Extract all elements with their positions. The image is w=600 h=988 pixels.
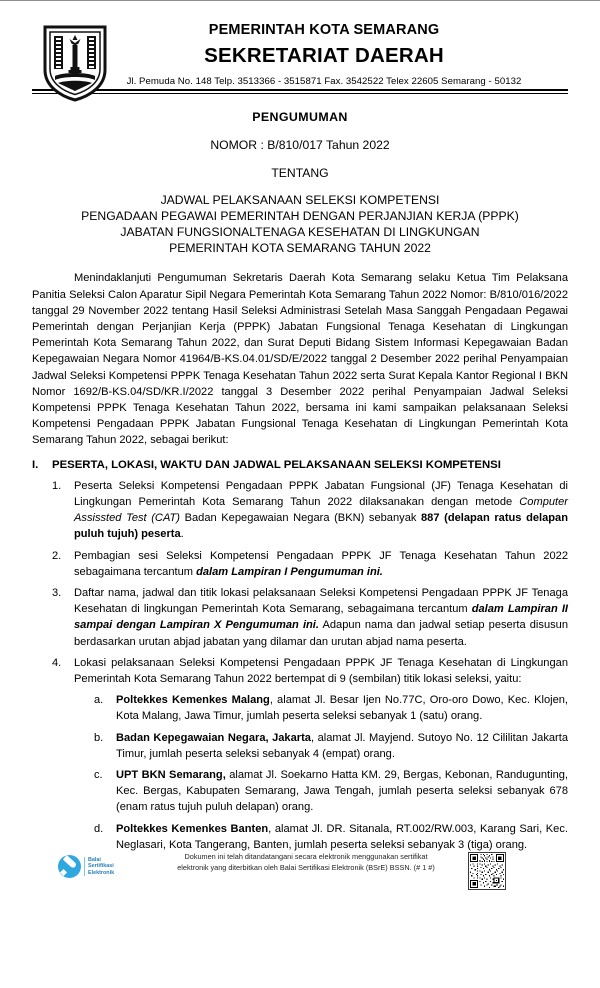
location-detail: alamat Jl. Soekarno Hatta KM. 29, Bergas, Kebonan, Randugunting, Kec. Bergas, Kabupaten Semarang, Jawa Tengah, jumlah peserta seleksi sebanyak 678 (enam ratus tujuh puluh delapan) orang. (116, 769, 568, 814)
item1-part1: Peserta Seleksi Kompetensi Pengadaan PPPK Jabatan Fungsional (JF) Tenaga Kesehatan di Lingkungan Pemerintah Kota Semarang Tahun 2022 dilaksanakan dengan metode (74, 479, 568, 508)
item1-part2: Badan Kepegawaian Negara (BKN) sebanyak (180, 512, 422, 525)
list-item-text (74, 585, 568, 650)
divider-rule-thick (32, 89, 568, 91)
list-item (94, 821, 568, 853)
list-marker: c. (94, 769, 103, 781)
location-detail: , alamat Jl. DR. Sitanala, RT.002/RW.003, Karang Sari, Kec. Neglasari, Kota Tangerang, Banten, jumlah peserta seleksi sebanyak 3 (tiga) orang. (116, 822, 568, 851)
electronic-signature-footer (0, 852, 600, 898)
office-address: Jl. Pemuda No. 148 Telp. 3513366 - 3515871 Fax. 3542522 Telex 22605 Semarang - 50132 (126, 76, 522, 87)
qr-code-icon[interactable] (468, 852, 506, 890)
divider-rule-thin (32, 93, 568, 94)
item3-part1: Daftar nama, jadwal dan titik lokasi pelaksanaan Seleksi Kompetensi Pengadaan PPPK JF Tenaga Kesehatan di lingkungan Pemerintah Kota Semarang, sebagaimana tercantum (74, 586, 568, 616)
item1-bold: 887 (delapan ratus delapan puluh tujuh) peserta (74, 512, 568, 541)
item1-italic: Computer Assissted Test (CAT) (74, 495, 568, 525)
location-name: Badan Kepegawaian Negara, Jakarta (116, 731, 311, 744)
location-detail: , alamat Jl. Mayjend. Sutoyo No. 12 Cililitan Jakarta Timur, jumlah peserta seleksi sebanyak 4 (empat) orang. (116, 731, 568, 760)
item3-part2: Adapun nama dan jadwal setiap peserta disusun berdasarkan urutan abjad jabatan yang dilamar dan urutan abjad nama peserta. (74, 619, 569, 648)
bsre-logo-text (84, 857, 114, 876)
item3-bolditalic: dalam Lampiran II sampai dengan Lampiran X Pengumuman ini. (74, 603, 568, 632)
location-entry (116, 767, 568, 816)
location-entry (116, 730, 568, 762)
list-item (94, 767, 568, 816)
document-type-heading: PENGUMUMAN (252, 109, 348, 124)
item2-bolditalic: dalam Lampiran I Pengumuman ini. (196, 565, 383, 578)
location-entry (116, 821, 568, 853)
list-item (52, 478, 568, 543)
subject-line-3: JABATAN FUNGSIONALTENAGA KESEHATAN DI LINGKUNGAN (120, 224, 480, 239)
list-marker: a. (94, 694, 104, 707)
list-marker: d. (94, 822, 104, 835)
bsre-pen-circle-icon (58, 855, 81, 878)
list-item (52, 548, 568, 580)
section-title: PESERTA, LOKASI, WAKTU DAN JADWAL PELAKSANAAN SELEKSI KOMPETENSI (52, 458, 501, 471)
numbered-list (32, 478, 568, 853)
section-heading (32, 457, 568, 473)
letterhead (0, 0, 600, 86)
location-name: UPT BKN Semarang, (116, 769, 226, 781)
list-marker: 1. (52, 479, 62, 492)
list-marker: 2. (52, 549, 62, 562)
list-item-text (74, 478, 568, 543)
location-name: Poltekkes Kemenkes Malang (116, 694, 270, 707)
location-name: Poltekkes Kemenkes Banten (116, 822, 269, 835)
document-body (32, 270, 568, 853)
announcement-title-block (0, 108, 600, 257)
location-detail: , alamat Jl. Besar Ijen No.77C, Oro-oro Dowo, Kec. Klojen, Kota Malang, Jawa Timur, jumlah peserta seleksi sebanyak 1 (satu) orang. (116, 694, 569, 723)
list-marker: 3. (52, 586, 62, 599)
item2-part1: Pembagian sesi Seleksi Kompetensi Pengadaan PPPK JF Tenaga Kesehatan Tahun 2022 sebagaimana tercantum (74, 549, 568, 578)
list-item (52, 655, 568, 853)
list-item (94, 692, 568, 724)
item1-part3: . (180, 528, 184, 541)
about-label: TENTANG (271, 165, 329, 180)
location-list (74, 692, 568, 853)
esign-notice (150, 852, 462, 873)
subject-line-1: JADWAL PELAKSANAAN SELEKSI KOMPETENSI (160, 192, 440, 207)
office-name: SEKRETARIAT DAERAH (204, 44, 444, 67)
esign-notice-line-2: elektronik yang diterbitkan oleh Balai Sertifikasi Elektronik (BSrE) BSSN. (# 1 #) (177, 862, 435, 872)
bsre-logo (58, 855, 114, 878)
bsre-word-3: Elektronik (88, 869, 115, 876)
bsre-word-2: Sertifikasi (88, 863, 114, 870)
list-marker: 4. (52, 656, 62, 669)
list-item (52, 585, 568, 650)
list-item-text (74, 548, 568, 580)
document-number: NOMOR : B/810/017 Tahun 2022 (210, 137, 390, 152)
letterhead-divider (32, 89, 568, 94)
subject-line-4: PEMERINTAH KOTA SEMARANG TAHUN 2022 (169, 241, 431, 256)
bsre-word-1: Balai (88, 856, 101, 863)
list-marker: b. (94, 731, 104, 744)
esign-notice-line-1: Dokumen ini telah ditandatangani secara elektronik menggunakan sertifikat (184, 852, 428, 861)
item4-text: Lokasi pelaksanaan Seleksi Kompetensi Pengadaan PPPK JF Tenaga Kesehatan di Lingkungan Pemerintah Kota Semarang Tahun 2022 bertempat di 9 (sembilan) titik lokasi seleksi, yaitu: (74, 656, 568, 685)
location-entry (116, 692, 568, 724)
section-number: I. (32, 458, 39, 471)
list-item-text (74, 655, 568, 853)
semarang-city-coat-of-arms-icon (42, 24, 108, 102)
document-subject (0, 192, 600, 257)
government-name: PEMERINTAH KOTA SEMARANG (208, 22, 440, 38)
intro-paragraph: Menindaklanjuti Pengumuman Sekretaris Daerah Kota Semarang selaku Ketua Tim Pelaksana Panitia Seleksi Calon Aparatur Sipil Negara Pemerintah Kota Semarang Tahun 2022 Nomor: B/810/016/2022 tanggal 29 November 2022 tentang Hasil Seleksi Administrasi Setelah Masa Sanggah Pengadaan Pegawai Pemerintah dengan Perjanjian Kerja (PPPK) Jabatan Fungsional Tenaga Kesehatan di Lingkungan Pemerintah Kota Semarang Tahun 2022, dan Surat Deputi Bidang Sistem Informasi Kepegawaian Badan Kepegawaian Negara Nomor 41964/B-KS.04.01/SD/E/2022 tanggal 2 Desember 2022 perihal Penyampaian Jadwal Seleksi Kompetensi PPPK Tenaga Kesehatan Tahun 2022 serta Surat Kepala Kantor Regional I BKN Nomor 1692/B-KS.04/SD/KR.I/2022 tanggal 3 Desember 2022 perihal Penyampaian Jadwal Seleksi Kompetensi PPPK Tenaga Kesehatan Tahun 2022, bersama ini kami sampaikan pelaksanaan Seleksi Kompetensi Pengadaan PPPK Jabatan Fungsional Tenaga Kesehatan di Lingkungan Pemerintah Kota Semarang Tahun 2022, sebagai berikut: (32, 272, 568, 447)
list-item (94, 730, 568, 762)
subject-line-2: PENGADAAN PEGAWAI PEMERINTAH DENGAN PERJANJIAN KERJA (PPPK) (81, 208, 519, 223)
